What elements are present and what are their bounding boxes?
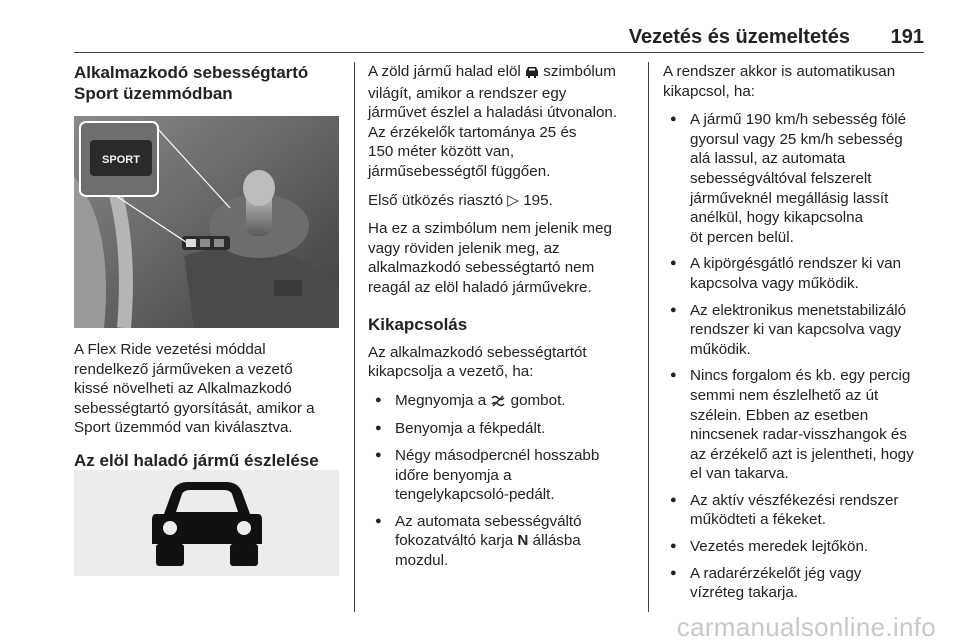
column-divider-1: [354, 62, 355, 612]
sport-button-illustration: [74, 116, 339, 328]
collision-alert-reference: Első ütközés riasztó ▷ 195.: [368, 191, 553, 209]
page-header: [74, 22, 924, 53]
section-heading-detection: Az elöl haladó jármű észlelése: [74, 450, 319, 470]
list-item: ● Az aktív vészfékezési rendszer működteti a fékeket.: [663, 491, 931, 530]
sport-button-photo: [74, 116, 339, 328]
acc-cancel-icon: [490, 393, 506, 413]
column-left-body: [74, 340, 342, 471]
section-heading-deactivation: Kikapcsolás: [368, 314, 468, 334]
green-vehicle-paragraph: A zöld jármű halad elöl szimbólum világít, amikor a rendszer egy járművet észlel a haladási útvonalon. Az érzékelők tartománya 25 és 150 méter között van, járműsebességtől függően.: [368, 63, 618, 180]
page-reference-arrow-icon: ▷: [507, 191, 519, 209]
car-front-icon: [74, 470, 339, 576]
symbol-missing-paragraph: Ha ez a szimbólum nem jelenik meg vagy röviden jelenik meg, az alkalmazkodó sebességtartó nem reagál az elöl haladó járművekre.: [368, 220, 612, 296]
flexride-paragraph: A Flex Ride vezetési móddal rendelkező járműveken a vezető kissé növelheti az Alkalmazkodó sebességtartó gyorsítását, amikor a Sport üzemmód van kiválasztva.: [74, 341, 315, 437]
vehicle-ahead-symbol: [74, 470, 339, 576]
column-right: [663, 62, 931, 610]
list-item: ● A kipörgésgátló rendszer ki van kapcsolva vagy működik.: [663, 254, 931, 293]
vehicle-ahead-icon: [525, 64, 539, 84]
watermark: carmanualsonline.info: [676, 612, 936, 642]
column-middle: [368, 62, 636, 577]
page-reference-link[interactable]: 195.: [523, 191, 553, 209]
sport-button-label: SPORT: [102, 154, 140, 166]
section-heading-sport: Alkalmazkodó sebességtartó Sport üzemmódban: [74, 63, 309, 103]
list-item: ● Benyomja a fékpedált.: [368, 419, 636, 439]
list-item: ● Megnyomja a gombot.: [368, 391, 636, 413]
list-item: ● A radarérzékelőt jég vagy vízréteg takarja.: [663, 564, 931, 603]
deactivation-intro: Az alkalmazkodó sebességtartót kikapcsolja a vezető, ha:: [368, 343, 587, 381]
list-item: ● A jármű 190 km/h sebesség fölé gyorsul vagy 25 km/h sebesség alá lassul, az automata sebességváltóval felszerelt járműveknél megállásig lassít anélkül, hogy kikapcsolna öt percen belül.: [663, 110, 931, 247]
auto-deactivation-list: [663, 110, 931, 603]
list-item: ● Négy másodpercnél hosszabb időre benyomja a tengelykapcsoló-pedált.: [368, 446, 636, 505]
auto-deactivation-intro: A rendszer akkor is automatikusan kikapcsol, ha:: [663, 63, 896, 100]
list-item: ● Az automata sebességváltó fokozatváltó karja N állásba mozdul.: [368, 512, 636, 571]
deactivation-list: [368, 391, 636, 571]
column-left: [74, 62, 342, 104]
page-number: 191: [890, 26, 924, 48]
column-divider-2: [648, 62, 649, 612]
list-item: ● Az elektronikus menetstabilizáló rendszer ki van kapcsolva vagy működik.: [663, 301, 931, 360]
list-item: ● Nincs forgalom és kb. egy percig semmi nem észlelhető az út szélein. Ebben az esetben nincsenek radar-visszhangok és az érzékelő azt is jelentheti, hogy el van takarva.: [663, 366, 931, 484]
list-item: ● Vezetés meredek lejtőkön.: [663, 537, 931, 557]
section-title: Vezetés és üzemeltetés: [628, 26, 850, 48]
